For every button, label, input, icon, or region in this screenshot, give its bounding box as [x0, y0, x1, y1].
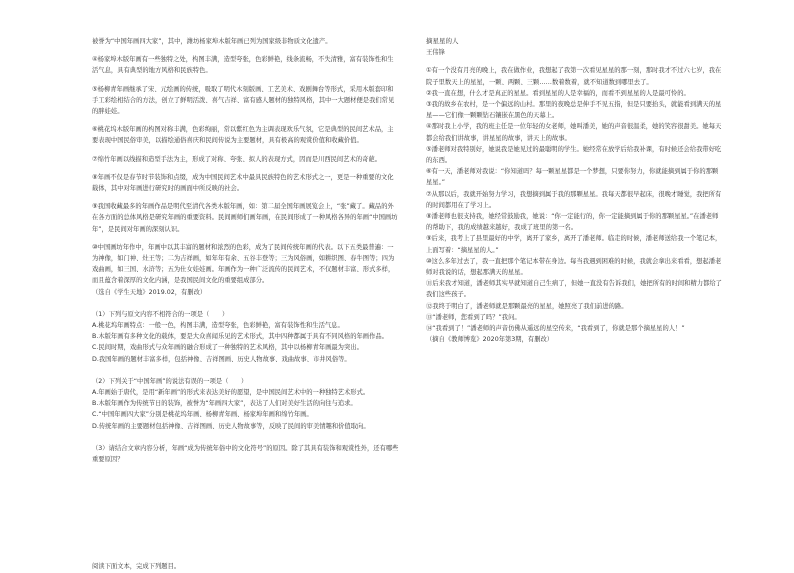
story-paragraph: ⑩这么多年过去了，我一直把那个笔记本带在身边。每当我遇到困难的时候，我就会拿出来看看，想起潘老师对我说的话，想起那满天的星星。	[426, 257, 722, 277]
passage-paragraph: ⑥桃花坞木版年画的构图对称丰满，色彩绚丽，常以紫红色为主调表现欢乐气氛，它是典型的民间艺术品，主要表现中国民俗审美，以描绘通俗喜庆和民间传说为主要题材，具有极高的观赏价值和收藏价值。	[92, 126, 394, 145]
story-title: 摘星星的人	[426, 37, 459, 45]
passage-paragraph: ⑩中国画坊年作中，年画中以其丰富的题材和浓烈的色彩，成为了民间传统年画的代表。以下五类最普遍：一为神像，如门神、灶王等；二为吉祥画，如年年有余、五谷丰登等；三为风俗画，如耕织图、春牛图等；四为戏曲画，如三国、水浒等；五为仕女娃娃画。年画作为一种广泛流传的民间艺术，不仅题材丰富、形式多样，而且蕴含着深厚的文化内涵，是我国民间文化的重要组成部分。	[92, 243, 395, 285]
question-3-stem: （3）请结合文章内容分析，年画“成为传统年俗中的文化符号”的原因。除了其具有装饰和观赏性外，还有哪些重要原因？	[92, 444, 399, 464]
story-source: （摘自《教师博览》2020年第3期，有删改）	[426, 336, 554, 344]
story-paragraph: ④那时我上小学，我的班主任是一位年轻的女老师，她叫潘美，她的声音很温柔，她的笑容很甜美。她每天都会给我们讲故事，讲星星的故事，讲天上的故事。	[426, 123, 722, 142]
story-paragraph: ⑦从那以后，我就开始努力学习，我想摘到属于我的那颗星星。我每天都很早起床，很晚才睡觉，我把所有的时间都用在了学习上。	[426, 190, 722, 209]
story-paragraph: ⑫我终于明白了，潘老师就是那颗最亮的星星，她照亮了我们前进的路。	[426, 302, 628, 310]
passage-paragraph: ⑦绵竹年画以线描和造型手法为主，形成了对称、夸张、拟人的表现方式，因而是川西民间艺术的奇葩。	[92, 155, 382, 163]
question-2-option-a: A.年画始于唐代，是用“新年画”的形式来表达美好的愿望，是中国民间艺术中的一种独特艺术形式。	[92, 389, 370, 397]
story-paragraph: ⑬“潘老师，您看到了吗？”我问。	[426, 313, 521, 321]
question-1-option-c: C.民间时期，戏曲形式与众年画的融合形成了一种独特的艺术风格，其中以杨柳青年画最为突出。	[92, 344, 363, 352]
story-paragraph: ⑧潘老师也很支持我，她经常鼓励我，她说：“你一定能行的，你一定能摘到属于你的那颗星星。”在潘老师的帮助下，我的成绩越来越好，我成了班里的第一名。	[426, 213, 719, 232]
reading-instruction: 阅读下面文本，完成下列题目。	[92, 563, 181, 571]
story-paragraph: ⑭“我看到了！”潘老师的声音仿佛从遥远的星空传来，“我看到了，你就是那个摘星星的人！”	[426, 325, 685, 333]
right-column	[426, 36, 724, 345]
story-paragraph: ①有一个没有月亮的晚上，我在做作业，我想起了我第一次看见星星的那一刻，那时我才不过六七岁，我在院子里数天上的星星，一颗、两颗、三颗……数着数着，就不知道数到哪里去了。	[426, 67, 722, 86]
passage-paragraph: ⑧年画不仅是春节时节装饰和点缀，成为中国民间艺术中最具民族特色的艺术形式之一，更是一种重要的文化载体，其中对年画进行研究时的画面中所反映的社会。	[92, 173, 394, 193]
story-paragraph: ⑥有一天，潘老师对我说：“你知道吗？每一颗星星都是一个梦想，只要你努力，你就能摘到属于你的那颗星星。”	[426, 168, 719, 187]
story-paragraph: ⑨后来，我考上了县里最好的中学，离开了家乡，离开了潘老师。临走的时候，潘老师送给我一个笔记本，上面写着：“摘星星的人。”	[426, 235, 722, 254]
left-column	[92, 36, 399, 573]
question-2-option-b: B.木版年画作为传统节日的装饰，被誉为“年画四大家”，表达了人们对美好生活的向往与追求。	[92, 400, 357, 408]
question-1-stem: （1）下列与原文内容不相符合的一项是（ ）	[92, 310, 229, 318]
passage-paragraph: 被誉为“中国年画四大家”，其中，潍坊杨家埠木版年画已列为国家级非物质文化遗产。	[92, 38, 332, 45]
passage-paragraph: ⑨我国收藏最多的年画作品是明代至清代各类木版年画，如：第二届全国年画展览会上，“张”藏了。藏品的外在各方面的总体风格是研究年画的重要资料。民间画师们画年画，在民间形成了一种风格各异的年画“中国画坊年”，是民间对年画的深刻认识。	[92, 203, 398, 233]
story-paragraph: ⑪后来我才知道，潘老师其实早就知道自己生病了，但她一直没有告诉我们，她把所有的时间和精力都给了我们这些孩子。	[426, 280, 722, 299]
question-1-option-a: A.桃花坞年画特点：一般一色，构图丰满，造型夸张，色彩鲜艳，富有装饰性和生活气息。	[92, 322, 344, 330]
story-paragraph: ⑤潘老师对我特别好，她说我是她见过的最聪明的学生。她经常在放学后给我补课，有时候还会给我带好吃的东西。	[426, 145, 722, 165]
question-1-option-b: B.木版年画有多种文化的载体，要是大众喜闻乐见的艺术形式，其中四种都属于具有不同风格的年画作品。	[92, 333, 388, 341]
question-2-stem: （2）下列关于“中国年画”的说法有误的一项是（ ）	[92, 377, 248, 385]
story-author: 王伟锋	[426, 49, 445, 57]
question-2-option-c: C.“中国年画四大家”分别是桃花坞年画、杨柳青年画、杨家埠年画和绵竹年画。	[92, 411, 313, 419]
passage-paragraph: ⑤杨柳青年画继承了宋、元绘画的传统，吸取了明代木刻版画、工艺美术、戏剧舞台等形式，采用木版套印和手工彩绘相结合的方法，创立了鲜明活泼、喜气吉祥、富有感人题材的独特风格，其中一大题材便是我们常见的胖娃娃。	[92, 85, 395, 116]
question-1-option-d: D.我国年画的题材丰富多样，包括神像、吉祥图画、历史人物故事、戏曲故事、市井风俗等。	[92, 355, 351, 363]
passage-paragraph: ④杨家埠木版年画有一些独特之处，构图丰满，造型夸张，色彩鲜艳，线条流畅，不失清雅，富有装饰性和生活气息，具有典型的地方风格和民族特色。	[92, 56, 394, 75]
story-paragraph: ②我一直在想，什么才是真正的星星。看到星星的人是幸福的，而看不到星星的人是最可怜的。	[426, 89, 690, 97]
story-paragraph: ③我的故乡在农村，是一个偏远的山村。那里的夜晚总是伸手不见五指，但是只要抬头，就能看到满天的星星——它们像一颗颗钻石镶嵌在黑色的天幕上。	[426, 101, 722, 120]
passage-source: （选自《学生天地》2019.02，有删改）	[92, 288, 207, 296]
question-2-option-d: D.传统年画的主要题材包括神像、吉祥图画、历史人物故事等，反映了民间的审美情趣和价值取向。	[92, 422, 370, 430]
